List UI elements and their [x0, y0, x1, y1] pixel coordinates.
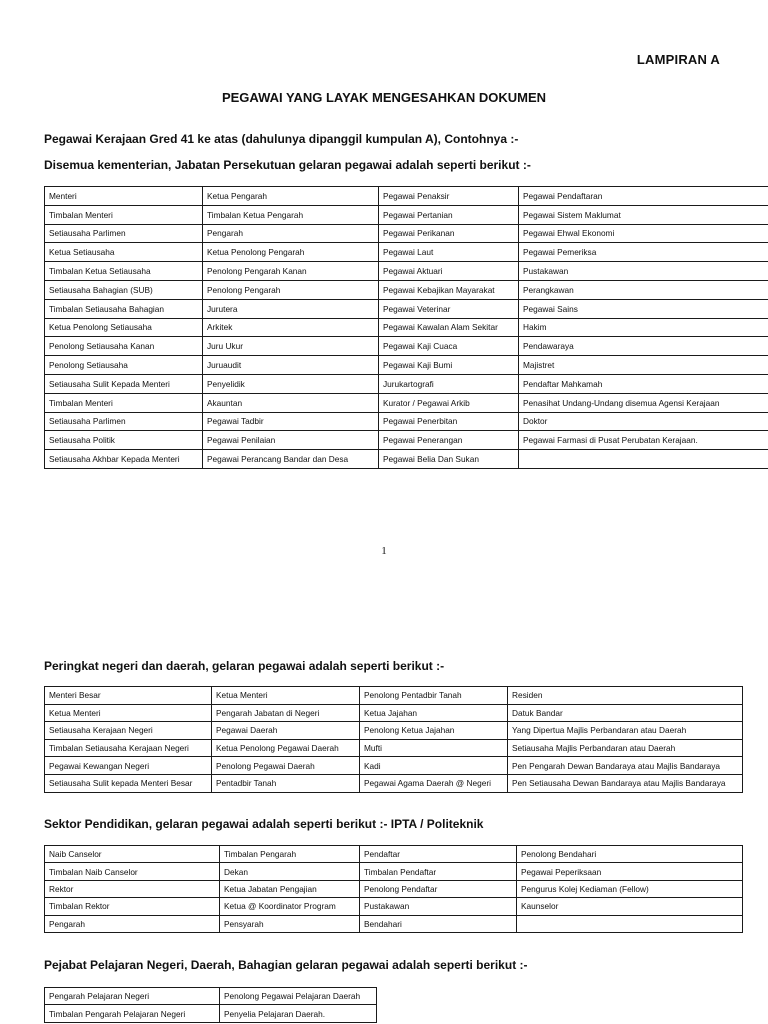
education-officers-table — [44, 845, 743, 933]
table-cell: Penolong Pendaftar — [360, 880, 517, 897]
federal-officers-table — [44, 186, 768, 469]
table-cell: Pendawaraya — [519, 337, 768, 356]
table-cell: Setiausaha Majlis Perbandaran atau Daerah — [508, 739, 743, 757]
table-cell: Pegawai Daerah — [212, 722, 360, 740]
table-cell: Timbalan Setiausaha Bahagian — [45, 299, 203, 318]
table-cell: Jurutera — [203, 299, 379, 318]
table-cell: Pegawai Perancang Bandar dan Desa — [203, 450, 379, 469]
table-cell: Pegawai Agama Daerah @ Negeri — [360, 774, 508, 792]
table-cell: Akauntan — [203, 393, 379, 412]
table-cell: Pegawai Pemeriksa — [519, 243, 768, 262]
table-cell: Ketua Penolong Setiausaha — [45, 318, 203, 337]
table-row — [45, 205, 768, 224]
table-row — [45, 863, 743, 880]
table-cell: Penasihat Undang-Undang disemua Agensi Kerajaan — [519, 393, 768, 412]
table-cell: Timbalan Ketua Setiausaha — [45, 262, 203, 281]
table-row — [45, 243, 768, 262]
table-row — [45, 374, 768, 393]
table-cell: Pendaftar — [360, 846, 517, 863]
table-row — [45, 898, 743, 915]
table-cell: Dekan — [220, 863, 360, 880]
table-row — [45, 224, 768, 243]
table-cell: Juru Ukur — [203, 337, 379, 356]
table-cell: Pegawai Penilaian — [203, 431, 379, 450]
annex-label: LAMPIRAN A — [636, 52, 720, 67]
table-cell: Penolong Pegawai Pelajaran Daerah — [220, 988, 377, 1005]
table-cell: Setiausaha Politik — [45, 431, 203, 450]
table-cell: Menteri — [45, 187, 203, 206]
table-row — [45, 280, 768, 299]
table-row — [45, 450, 768, 469]
table-cell: Pegawai Laut — [379, 243, 519, 262]
table-row — [45, 431, 768, 450]
table-cell: Timbalan Ketua Pengarah — [203, 205, 379, 224]
table-row — [45, 722, 743, 740]
table-row — [45, 988, 377, 1005]
table-cell: Ketua Jajahan — [360, 704, 508, 722]
table-cell: Kaunselor — [517, 898, 743, 915]
table-cell: Pen Pengarah Dewan Bandaraya atau Majlis Bandaraya — [508, 757, 743, 775]
table-cell: Ketua @ Koordinator Program — [220, 898, 360, 915]
table-cell: Penolong Pegawai Daerah — [212, 757, 360, 775]
table-row — [45, 393, 768, 412]
table-row — [45, 687, 743, 705]
table-cell: Datuk Bandar — [508, 704, 743, 722]
table-cell — [517, 915, 743, 932]
table-cell: Timbalan Naib Canselor — [45, 863, 220, 880]
table-cell: Ketua Jabatan Pengajian — [220, 880, 360, 897]
table-cell: Penyelia Pelajaran Daerah. — [220, 1005, 377, 1022]
table-cell: Pengarah — [203, 224, 379, 243]
table-cell: Ketua Menteri — [45, 704, 212, 722]
table-cell: Penolong Ketua Jajahan — [360, 722, 508, 740]
table-cell: Yang Dipertua Majlis Perbandaran atau Daerah — [508, 722, 743, 740]
table-cell: Penolong Setiausaha — [45, 356, 203, 375]
table-row — [45, 757, 743, 775]
table-cell: Pegawai Ehwal Ekonomi — [519, 224, 768, 243]
table-row — [45, 774, 743, 792]
table-cell: Pegawai Penerbitan — [379, 412, 519, 431]
table-cell: Ketua Menteri — [212, 687, 360, 705]
table-cell: Penolong Bendahari — [517, 846, 743, 863]
table-cell: Pegawai Veterinar — [379, 299, 519, 318]
table-cell: Mufti — [360, 739, 508, 757]
state-officers-table — [44, 686, 743, 793]
table-cell: Pegawai Tadbir — [203, 412, 379, 431]
document-title: PEGAWAI YANG LAYAK MENGESAHKAN DOKUMEN — [221, 90, 547, 105]
table-cell: Setiausaha Akhbar Kepada Menteri — [45, 450, 203, 469]
table-cell: Pegawai Pertanian — [379, 205, 519, 224]
table-cell: Rektor — [45, 880, 220, 897]
table-cell: Timbalan Pengarah Pelajaran Negeri — [45, 1005, 220, 1022]
table-cell: Timbalan Pengarah — [220, 846, 360, 863]
table-row — [45, 187, 768, 206]
table-cell: Pengarah Pelajaran Negeri — [45, 988, 220, 1005]
table-cell: Ketua Penolong Pengarah — [203, 243, 379, 262]
table-cell: Kadi — [360, 757, 508, 775]
table-cell: Perangkawan — [519, 280, 768, 299]
table-cell: Penolong Setiausaha Kanan — [45, 337, 203, 356]
table-cell: Timbalan Menteri — [45, 393, 203, 412]
table-row — [45, 337, 768, 356]
table-cell: Pengurus Kolej Kediaman (Fellow) — [517, 880, 743, 897]
table-cell: Hakim — [519, 318, 768, 337]
table-cell: Kurator / Pegawai Arkib — [379, 393, 519, 412]
table-cell: Setiausaha Sulit kepada Menteri Besar — [45, 774, 212, 792]
table-cell: Pendaftar Mahkamah — [519, 374, 768, 393]
table-cell: Timbalan Menteri — [45, 205, 203, 224]
table-row — [45, 704, 743, 722]
section-heading-education-office: Pejabat Pelajaran Negeri, Daerah, Bahagian gelaran pegawai adalah seperti berikut :- — [44, 958, 528, 972]
table-cell: Pegawai Sistem Maklumat — [519, 205, 768, 224]
table-cell: Pegawai Peperiksaan — [517, 863, 743, 880]
table-cell: Doktor — [519, 412, 768, 431]
table-row — [45, 739, 743, 757]
section-heading-state: Peringkat negeri dan daerah, gelaran pegawai adalah seperti berikut :- — [44, 659, 445, 673]
table-cell — [519, 450, 768, 469]
education-office-table — [44, 987, 377, 1023]
table-cell: Jurukartografi — [379, 374, 519, 393]
table-cell: Pen Setiausaha Dewan Bandaraya atau Majlis Bandaraya — [508, 774, 743, 792]
table-cell: Pegawai Sains — [519, 299, 768, 318]
table-cell: Setiausaha Bahagian (SUB) — [45, 280, 203, 299]
table-cell: Pustakawan — [519, 262, 768, 281]
table-row — [45, 1005, 377, 1022]
table-row — [45, 318, 768, 337]
table-cell: Pegawai Pendaftaran — [519, 187, 768, 206]
table-cell: Pengarah Jabatan di Negeri — [212, 704, 360, 722]
table-cell: Pegawai Penaksir — [379, 187, 519, 206]
table-cell: Menteri Besar — [45, 687, 212, 705]
table-cell: Pegawai Aktuari — [379, 262, 519, 281]
table-cell: Pegawai Kebajikan Mayarakat — [379, 280, 519, 299]
table-cell: Pegawai Farmasi di Pusat Perubatan Kerajaan. — [519, 431, 768, 450]
table-cell: Pegawai Kaji Cuaca — [379, 337, 519, 356]
table-cell: Penyelidik — [203, 374, 379, 393]
table-cell: Pensyarah — [220, 915, 360, 932]
table-cell: Juruaudit — [203, 356, 379, 375]
table-cell: Timbalan Setiausaha Kerajaan Negeri — [45, 739, 212, 757]
table-row — [45, 915, 743, 932]
section-heading-education: Sektor Pendidikan, gelaran pegawai adalah seperti berikut :- IPTA / Politeknik — [44, 817, 484, 831]
table-row — [45, 356, 768, 375]
table-row — [45, 299, 768, 318]
table-cell: Pengarah — [45, 915, 220, 932]
table-cell: Majistret — [519, 356, 768, 375]
table-cell: Pustakawan — [360, 898, 517, 915]
table-cell: Setiausaha Parlimen — [45, 412, 203, 431]
table-cell: Pegawai Kawalan Alam Sekitar — [379, 318, 519, 337]
table-row — [45, 412, 768, 431]
table-cell: Pegawai Kewangan Negeri — [45, 757, 212, 775]
table-cell: Pegawai Perikanan — [379, 224, 519, 243]
table-cell: Penolong Pentadbir Tanah — [360, 687, 508, 705]
table-cell: Timbalan Rektor — [45, 898, 220, 915]
table-cell: Pegawai Belia Dan Sukan — [379, 450, 519, 469]
table-cell: Residen — [508, 687, 743, 705]
table-cell: Setiausaha Sulit Kepada Menteri — [45, 374, 203, 393]
table-cell: Ketua Setiausaha — [45, 243, 203, 262]
table-cell: Bendahari — [360, 915, 517, 932]
page-number: 1 — [381, 545, 387, 557]
table-cell: Setiausaha Kerajaan Negeri — [45, 722, 212, 740]
table-cell: Timbalan Pendaftar — [360, 863, 517, 880]
table-row — [45, 880, 743, 897]
table-cell: Setiausaha Parlimen — [45, 224, 203, 243]
table-cell: Penolong Pengarah — [203, 280, 379, 299]
table-cell: Naib Canselor — [45, 846, 220, 863]
section-heading-grade: Pegawai Kerajaan Gred 41 ke atas (dahulunya dipanggil kumpulan A), Contohnya :- — [44, 132, 519, 146]
section-heading-federal: Disemua kementerian, Jabatan Persekutuan gelaran pegawai adalah seperti berikut :- — [44, 158, 531, 172]
table-row — [45, 262, 768, 281]
table-cell: Pegawai Penerangan — [379, 431, 519, 450]
table-cell: Penolong Pengarah Kanan — [203, 262, 379, 281]
table-row — [45, 846, 743, 863]
table-cell: Ketua Pengarah — [203, 187, 379, 206]
table-cell: Ketua Penolong Pegawai Daerah — [212, 739, 360, 757]
table-cell: Pentadbir Tanah — [212, 774, 360, 792]
table-cell: Arkitek — [203, 318, 379, 337]
table-cell: Pegawai Kaji Bumi — [379, 356, 519, 375]
